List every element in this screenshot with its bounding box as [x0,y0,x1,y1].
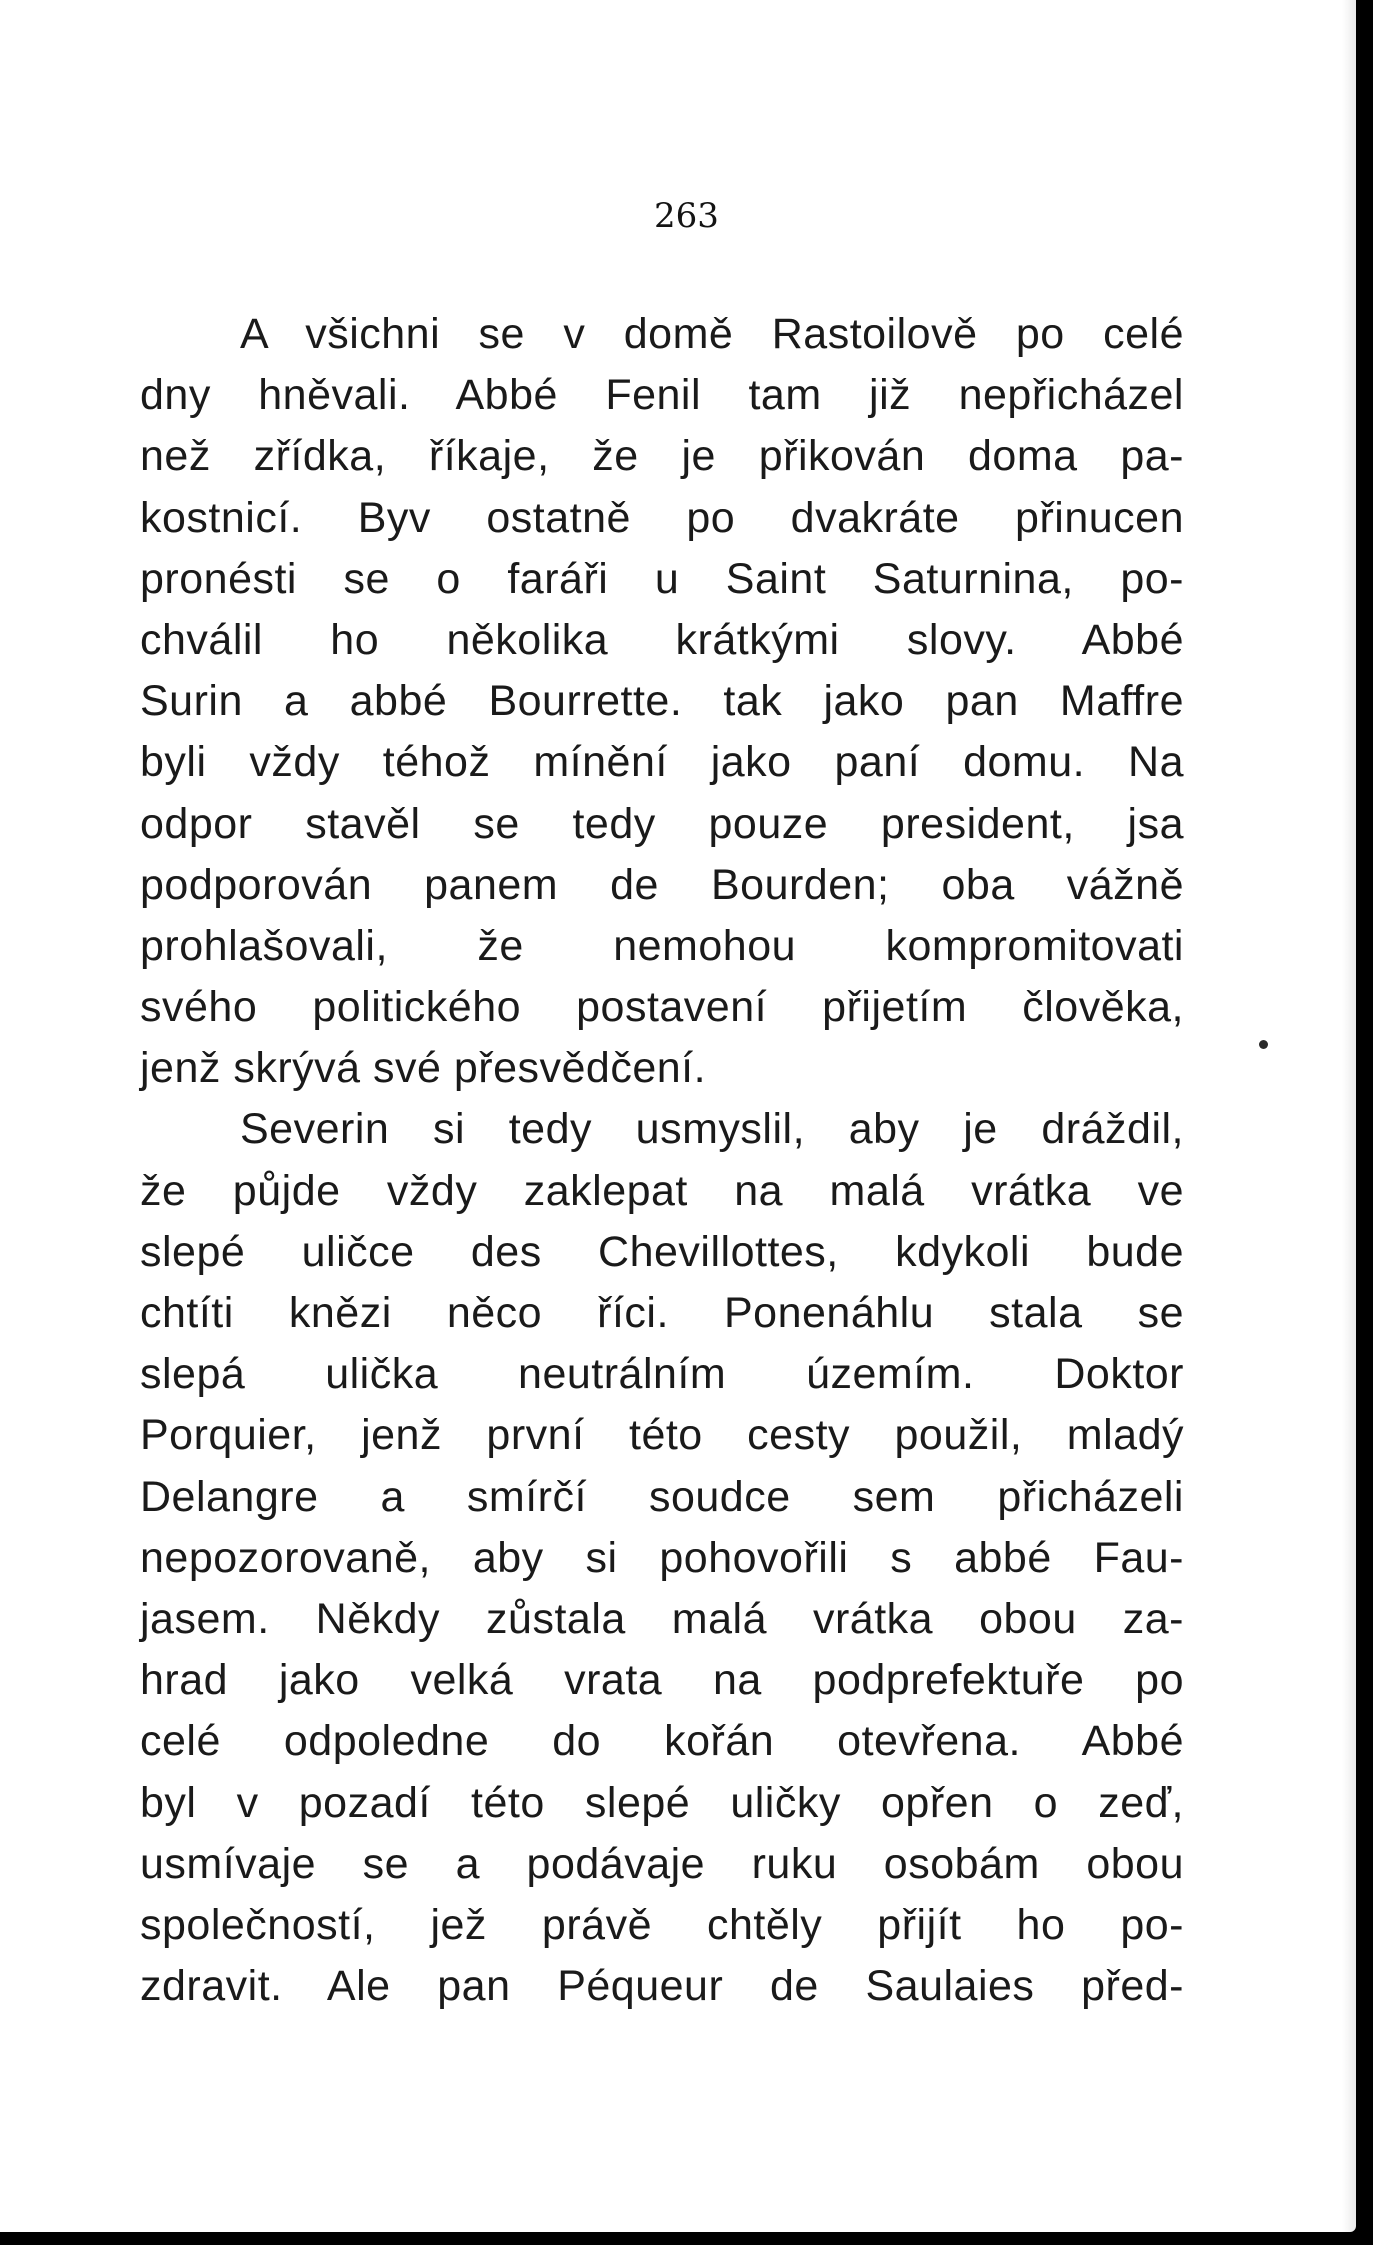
page-number: 263 [654,196,719,236]
text-line: chválil ho několika krátkými slovy. Abbé [140,615,1184,664]
text-line: že půjde vždy zaklepat na malá vrátka ve [140,1166,1184,1215]
text-line: byl v pozadí této slepé uličky opřen o zeď, [140,1778,1184,1827]
text-line: chtíti knězi něco říci. Ponenáhlu stala se [140,1289,1184,1337]
text-line: Delangre a smírčí soudce sem přicházeli [140,1472,1184,1521]
text-line: byli vždy téhož mínění jako paní domu. Na [140,738,1184,787]
text-line: Severin si tedy usmyslil, aby je dráždil, [240,1105,1184,1154]
body-text [140,304,1184,2017]
text-line: nepozorovaně, aby si pohovořili s abbé Fau- [140,1533,1184,1582]
text-line: Surin a abbé Bourrette. tak jako pan Maffre [140,677,1184,726]
text-line: usmívaje se a podávaje ruku osobám obou [140,1839,1184,1888]
text-line: pronésti se o faráři u Saint Saturnina, po- [140,554,1184,603]
text-line: kostnicí. Byv ostatně po dvakráte přinucen [140,493,1184,542]
text-line: než zřídka, říkaje, že je přikován doma pa- [140,432,1184,481]
paragraph-2 [140,1099,1184,2017]
text-line: Porquier, jenž první této cesty použil, mladý [140,1411,1184,1460]
text-line: hrad jako velká vrata na podprefektuře po [140,1656,1184,1705]
text-line: slepé uličce des Chevillottes, kdykoli bude [140,1227,1184,1276]
text-line: A všichni se v domě Rastoilově po celé [240,310,1184,358]
text-line: dny hněvali. Abbé Fenil tam již nepřicházel [140,371,1184,420]
text-line: slepá ulička neutrálním územím. Doktor [140,1350,1184,1399]
text-line: odpor stavěl se tedy pouze president, jsa [140,799,1184,848]
text-line: jasem. Někdy zůstala malá vrátka obou za- [140,1594,1184,1643]
text-line: prohlašovali, že nemohou kompromitovati [140,921,1184,970]
page-edge-shadow [1342,0,1356,2232]
text-line: jenž skrývá své přesvědčení. [140,1044,707,1093]
ink-speck [1259,1040,1268,1049]
text-line: podporován panem de Bourden; oba vážně [140,860,1184,909]
paragraph-1 [140,304,1184,1099]
text-line: celé odpoledne do kořán otevřena. Abbé [140,1717,1184,1766]
text-line: zdravit. Ale pan Péqueur de Saulaies před- [140,1962,1184,2011]
text-line: svého politického postavení přijetím člověka, [140,983,1184,1032]
text-line: společností, jež právě chtěly přijít ho po- [140,1900,1184,1949]
